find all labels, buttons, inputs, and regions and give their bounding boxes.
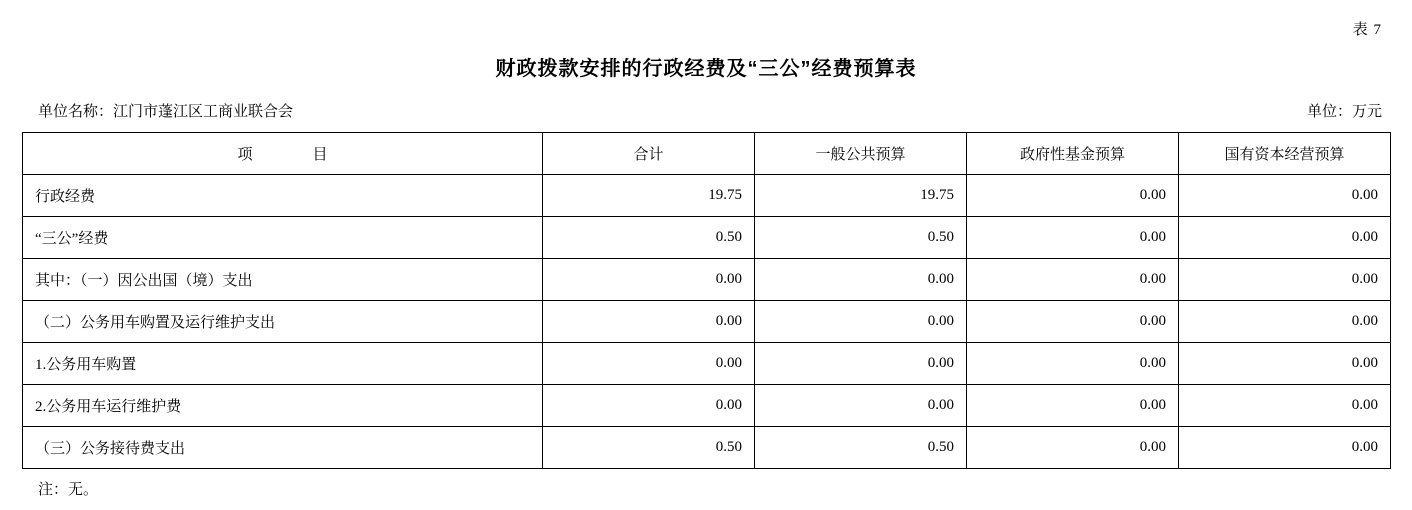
table-header-row	[23, 133, 1391, 175]
table-body	[23, 175, 1391, 469]
column-header-state-capital: 国有资本经营预算	[1179, 133, 1391, 175]
table-row	[23, 385, 1391, 427]
meta-row	[0, 100, 1412, 122]
budget-table	[22, 132, 1391, 469]
row-value-general-public: 0.00	[755, 259, 967, 301]
row-value-general-public: 0.00	[755, 385, 967, 427]
table-row	[23, 427, 1391, 469]
column-header-total: 合计	[543, 133, 755, 175]
row-value-general-public: 0.00	[755, 343, 967, 385]
unit-name-value: 江门市蓬江区工商业联合会	[113, 104, 294, 120]
row-value-general-public: 0.50	[755, 217, 967, 259]
unit-name-label: 单位名称：	[38, 104, 114, 120]
column-header-gov-fund: 政府性基金预算	[967, 133, 1179, 175]
row-value-gov-fund: 0.00	[967, 385, 1179, 427]
row-value-state-capital: 0.00	[1179, 385, 1391, 427]
column-header-item: 项 目	[23, 133, 543, 175]
row-value-total: 0.00	[543, 259, 755, 301]
row-value-gov-fund: 0.00	[967, 175, 1179, 217]
unit-measure: 单位：万元	[1306, 104, 1382, 120]
row-value-total: 0.00	[543, 301, 755, 343]
row-value-state-capital: 0.00	[1179, 343, 1391, 385]
row-value-general-public: 0.50	[755, 427, 967, 469]
row-value-total: 19.75	[543, 175, 755, 217]
row-item-label: 行政经费	[23, 175, 543, 217]
row-item-label: 2.公务用车运行维护费	[23, 385, 543, 427]
row-value-total: 0.50	[543, 427, 755, 469]
table-row	[23, 301, 1391, 343]
row-value-total: 0.00	[543, 385, 755, 427]
row-item-label: “三公”经费	[23, 217, 543, 259]
column-header-general-public: 一般公共预算	[755, 133, 967, 175]
table-row	[23, 343, 1391, 385]
table-note: 注：无。	[38, 482, 99, 498]
row-value-total: 0.00	[543, 343, 755, 385]
row-item-label: 其中：（一）因公出国（境）支出	[23, 259, 543, 301]
row-value-state-capital: 0.00	[1179, 217, 1391, 259]
row-value-gov-fund: 0.00	[967, 217, 1179, 259]
row-value-general-public: 0.00	[755, 301, 967, 343]
row-value-gov-fund: 0.00	[967, 343, 1179, 385]
row-value-total: 0.50	[543, 217, 755, 259]
row-value-state-capital: 0.00	[1179, 175, 1391, 217]
row-value-general-public: 19.75	[755, 175, 967, 217]
row-item-label: 1.公务用车购置	[23, 343, 543, 385]
row-value-gov-fund: 0.00	[967, 427, 1179, 469]
table-row	[23, 175, 1391, 217]
table-row	[23, 259, 1391, 301]
row-item-label: （二）公务用车购置及运行维护支出	[23, 301, 543, 343]
sheet-number: 表 7	[1352, 22, 1382, 38]
row-value-gov-fund: 0.00	[967, 301, 1179, 343]
page-title: 财政拨款安排的行政经费及“三公”经费预算表	[495, 58, 917, 80]
row-value-gov-fund: 0.00	[967, 259, 1179, 301]
unit-name	[38, 100, 293, 121]
row-value-state-capital: 0.00	[1179, 301, 1391, 343]
table-row	[23, 217, 1391, 259]
row-item-label: （三）公务接待费支出	[23, 427, 543, 469]
row-value-state-capital: 0.00	[1179, 259, 1391, 301]
row-value-state-capital: 0.00	[1179, 427, 1391, 469]
